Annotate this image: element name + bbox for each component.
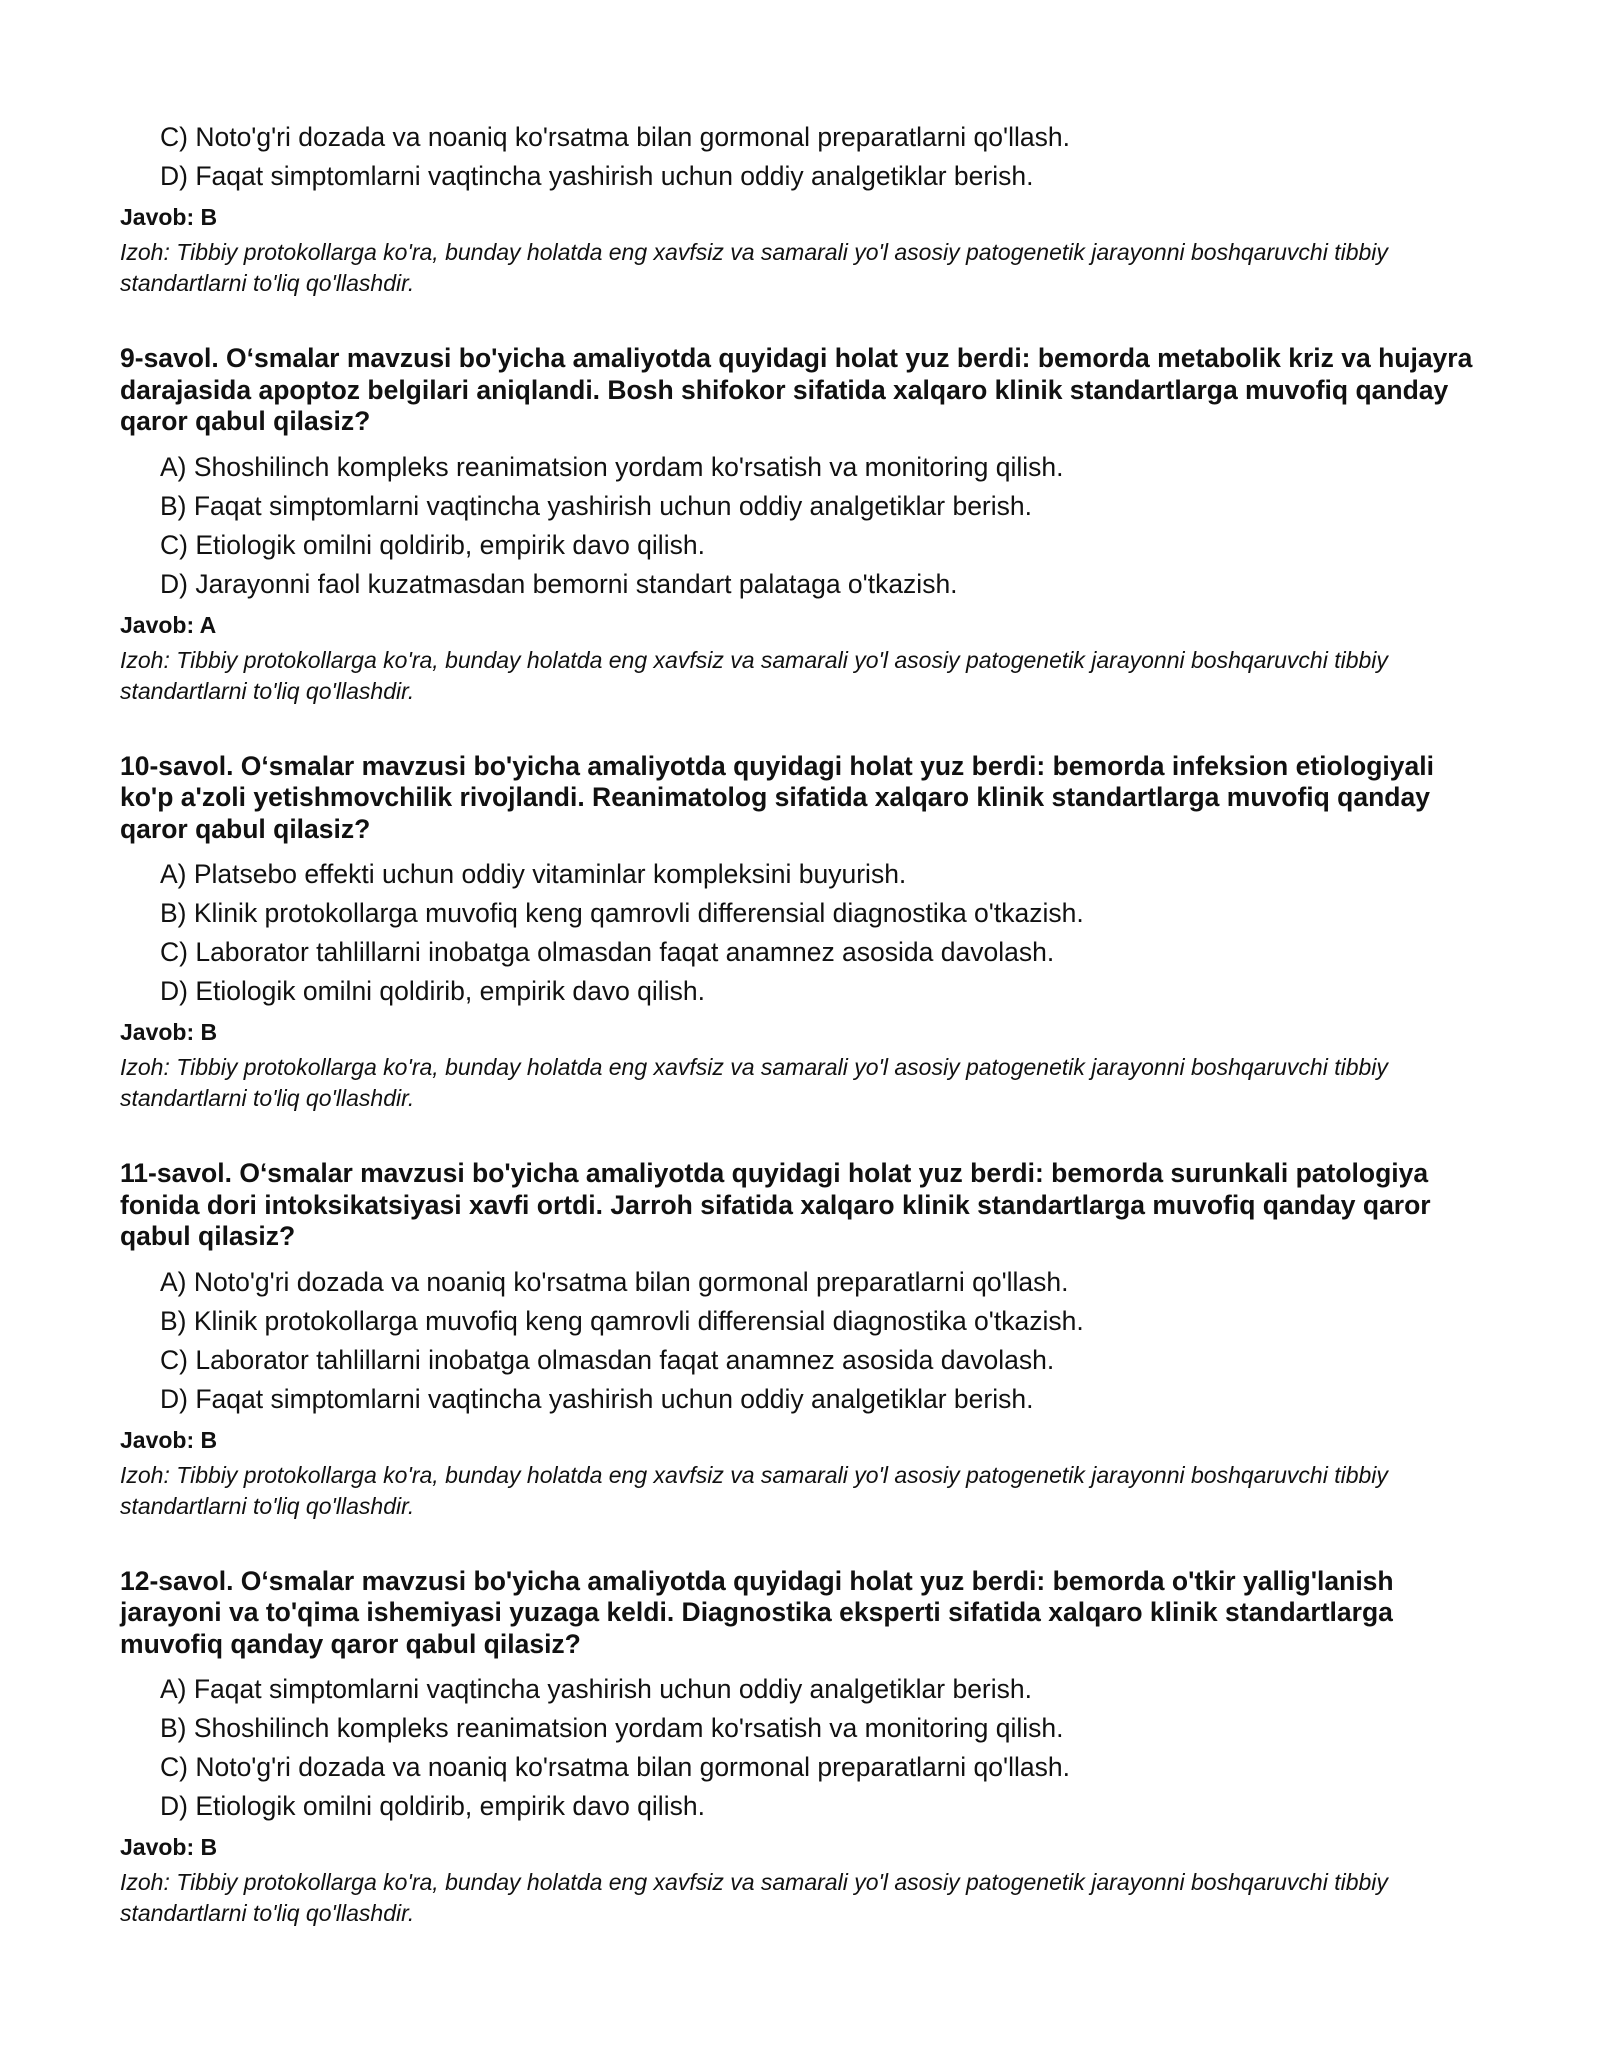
answer-options [160,118,1500,196]
option-a: A) Platsebo effekti uchun oddiy vitaminlar kompleksini buyurish. [160,859,907,889]
answer-label: Javob: B [120,1426,218,1453]
option-c: C) Laborator tahlillarni inobatga olmasdan faqat anamnez asosida davolash. [160,937,1055,967]
answer-label: Javob: B [120,1019,218,1045]
question-text: 11-savol. O‘smalar mavzusi bo'yicha amaliyotda quyidagi holat yuz berdi: bemorda surunkali patologiya fonida dori intoksikatsiyasi xavfi ortdi. Jarroh sifatida xalqaro klinik standartlarga muvofiq qanday qaror qabul qilasiz? [120,1158,1431,1251]
option-c: C) Noto'g'ri dozada va noaniq ko'rsatma bilan gormonal preparatlarni qo'llash. [160,122,1070,152]
question-text: 9-savol. O‘smalar mavzusi bo'yicha amaliyotda quyidagi holat yuz berdi: bemorda metabolik kriz va hujayra darajasida apoptoz belgilari aniqlandi. Bosh shifokor sifatida xalqaro klinik standartlarga muvofiq qanday qaror qabul qilasiz? [120,343,1473,436]
explanation-note: Izoh: Tibbiy protokollarga ko'ra, bunday holatda eng xavfsiz va samarali yo'l asosiy patogenetik jarayonni boshqaruvchi tibbiy standartlarni to'liq qo'llashdir. [120,1869,1388,1926]
option-c: C) Noto'g'ri dozada va noaniq ko'rsatma bilan gormonal preparatlarni qo'llash. [160,1752,1070,1782]
question-text: 12-savol. O‘smalar mavzusi bo'yicha amaliyotda quyidagi holat yuz berdi: bemorda o'tkir yallig'lanish jarayoni va to'qima ishemiyasi yuzaga keldi. Diagnostika eksperti sifatida xalqaro klinik standartlarga muvofiq qanday qaror qabul qilasiz? [120,1565,1394,1659]
explanation-note: Izoh: Tibbiy protokollarga ko'ra, bunday holatda eng xavfsiz va samarali yo'l asosiy patogenetik jarayonni boshqaruvchi tibbiy standartlarni to'liq qo'llashdir. [120,1461,1388,1519]
option-a: A) Faqat simptomlarni vaqtincha yashirish uchun oddiy analgetiklar berish. [160,1674,1032,1704]
answer-options [160,855,1500,1011]
option-a: A) Noto'g'ri dozada va noaniq ko'rsatma bilan gormonal preparatlarni qo'llash. [160,1266,1069,1297]
explanation-note: Izoh: Tibbiy protokollarga ko'ra, bunday holatda eng xavfsiz va samarali yo'l asosiy patogenetik jarayonni boshqaruvchi tibbiy standartlarni to'liq qo'llashdir. [120,646,1388,704]
answer-options [160,448,1500,604]
option-b: B) Klinik protokollarga muvofiq keng qamrovli differensial diagnostika o'tkazish. [160,1305,1084,1336]
answer-options [160,1263,1500,1419]
explanation-note: Izoh: Tibbiy protokollarga ko'ra, bunday holatda eng xavfsiz va samarali yo'l asosiy patogenetik jarayonni boshqaruvchi tibbiy standartlarni to'liq qo'llashdir. [120,1054,1388,1111]
option-b: B) Klinik protokollarga muvofiq keng qamrovli differensial diagnostika o'tkazish. [160,898,1084,928]
option-d: D) Faqat simptomlarni vaqtincha yashirish uchun oddiy analgetiklar berish. [160,161,1034,191]
option-d: D) Jarayonni faol kuzatmasdan bemorni standart palataga o'tkazish. [160,568,958,599]
option-c: C) Laborator tahlillarni inobatga olmasdan faqat anamnez asosida davolash. [160,1344,1055,1375]
option-d: D) Etiologik omilni qoldirib, empirik davo qilish. [160,1791,705,1821]
question-10 [120,751,1500,1115]
question-text: 10-savol. O‘smalar mavzusi bo'yicha amaliyotda quyidagi holat yuz berdi: bemorda infeksion etiologiyali ko'p a'zoli yetishmovchilik rivojlandi. Reanimatolog sifatida xalqaro klinik standartlarga muvofiq qanday qaror qabul qilasiz? [120,750,1434,844]
question-11 [120,1158,1500,1522]
option-b: B) Faqat simptomlarni vaqtincha yashirish uchun oddiy analgetiklar berish. [160,490,1032,521]
option-b: B) Shoshilinch kompleks reanimatsion yordam ko'rsatish va monitoring qilish. [160,1713,1064,1743]
answer-label: Javob: B [120,1834,218,1860]
question-8-continuation [120,118,1500,299]
question-12 [120,1566,1500,1930]
option-c: C) Etiologik omilni qoldirib, empirik davo qilish. [160,529,705,560]
option-d: D) Etiologik omilni qoldirib, empirik davo qilish. [160,976,705,1006]
answer-label: Javob: A [120,611,217,638]
question-9 [120,343,1500,707]
option-a: A) Shoshilinch kompleks reanimatsion yordam ko'rsatish va monitoring qilish. [160,451,1064,482]
explanation-note: Izoh: Tibbiy protokollarga ko'ra, bunday holatda eng xavfsiz va samarali yo'l asosiy patogenetik jarayonni boshqaruvchi tibbiy standartlarni to'liq qo'llashdir. [120,239,1388,296]
option-d: D) Faqat simptomlarni vaqtincha yashirish uchun oddiy analgetiklar berish. [160,1383,1034,1414]
answer-label: Javob: B [120,204,218,230]
answer-options [160,1670,1500,1826]
